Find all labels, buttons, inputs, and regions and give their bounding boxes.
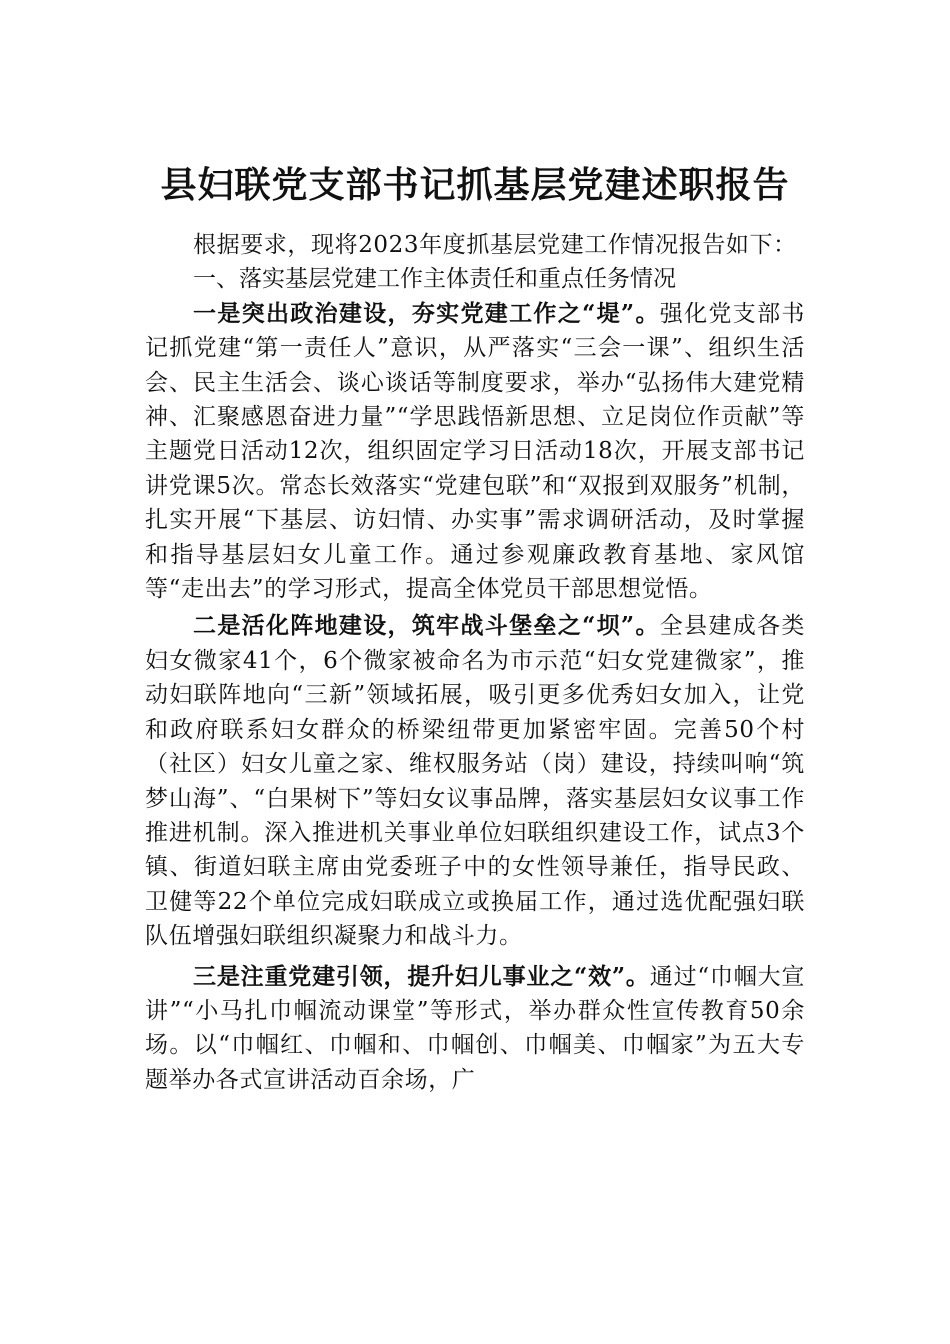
paragraph-1-text: 强化党支部书记抓党建“第一责任人”意识，从严落实“三会一课”、组织生活会、民主生活会、谈心谈话等制度要求，举办“弘扬伟大建党精神、汇聚感恩奋进力量”“学思践悟新思想、立足岗位作贡献”等主题党日活动12次，组织固定学习日活动18次，开展支部书记讲党课5次。常态长效落实“党建包联”和“双报到双服务”机制，扎实开展“下基层、访妇情、办实事”需求调研活动，及时掌握和指导基层妇女儿童工作。通过参观廉政教育基地、家风馆等“走出去”的学习形式，提高全体党员干部思想觉悟。 [145, 300, 805, 603]
paragraph-2 [145, 609, 805, 953]
paragraph-2-text: 全县建成各类妇女微家41个，6个微家被命名为市示范“妇女党建微家”，推动妇联阵地向“三新”领域拓展，吸引更多优秀妇女加入，让党和政府联系妇女群众的桥梁纽带更加紧密牢固。完善50个村（社区）妇女儿童之家、维权服务站（岗）建设，持续叫响“筑梦山海”、“白果树下”等妇女议事品牌，落实基层妇女议事工作推进机制。深入推进机关事业单位妇联组织建设工作，试点3个镇、街道妇联主席由党委班子中的女性领导兼任，指导民政、卫健等22个单位完成妇联成立或换届工作，通过选优配强妇联队伍增强妇联组织凝聚力和战斗力。 [145, 613, 805, 950]
section-heading: 一、落实基层党建工作主体责任和重点任务情况 [193, 266, 676, 293]
intro-paragraph: 根据要求，现将2023年度抓基层党建工作情况报告如下： [193, 232, 797, 258]
document-title: 县妇联党支部书记抓基层党建述职报告 [160, 164, 790, 206]
paragraph-3-text: 通过“巾帼大宣讲”“小马扎巾帼流动课堂”等形式，举办群众性宣传教育50余场。以“巾帼红、巾帼和、巾帼创、巾帼美、巾帼家”为五大专题举办各式宣讲活动百余场，广 [145, 963, 805, 1093]
paragraph-1-lead: 一是突出政治建设，夯实党建工作之“堤”。 [193, 299, 660, 327]
paragraph-1 [145, 297, 805, 607]
paragraph-3-lead: 三是注重党建引领，提升妇儿事业之“效”。 [193, 962, 650, 990]
paragraph-3 [145, 960, 805, 1098]
document-body [145, 228, 805, 1097]
paragraph-2-lead: 二是活化阵地建设，筑牢战斗堡垒之“坝”。 [193, 612, 660, 640]
